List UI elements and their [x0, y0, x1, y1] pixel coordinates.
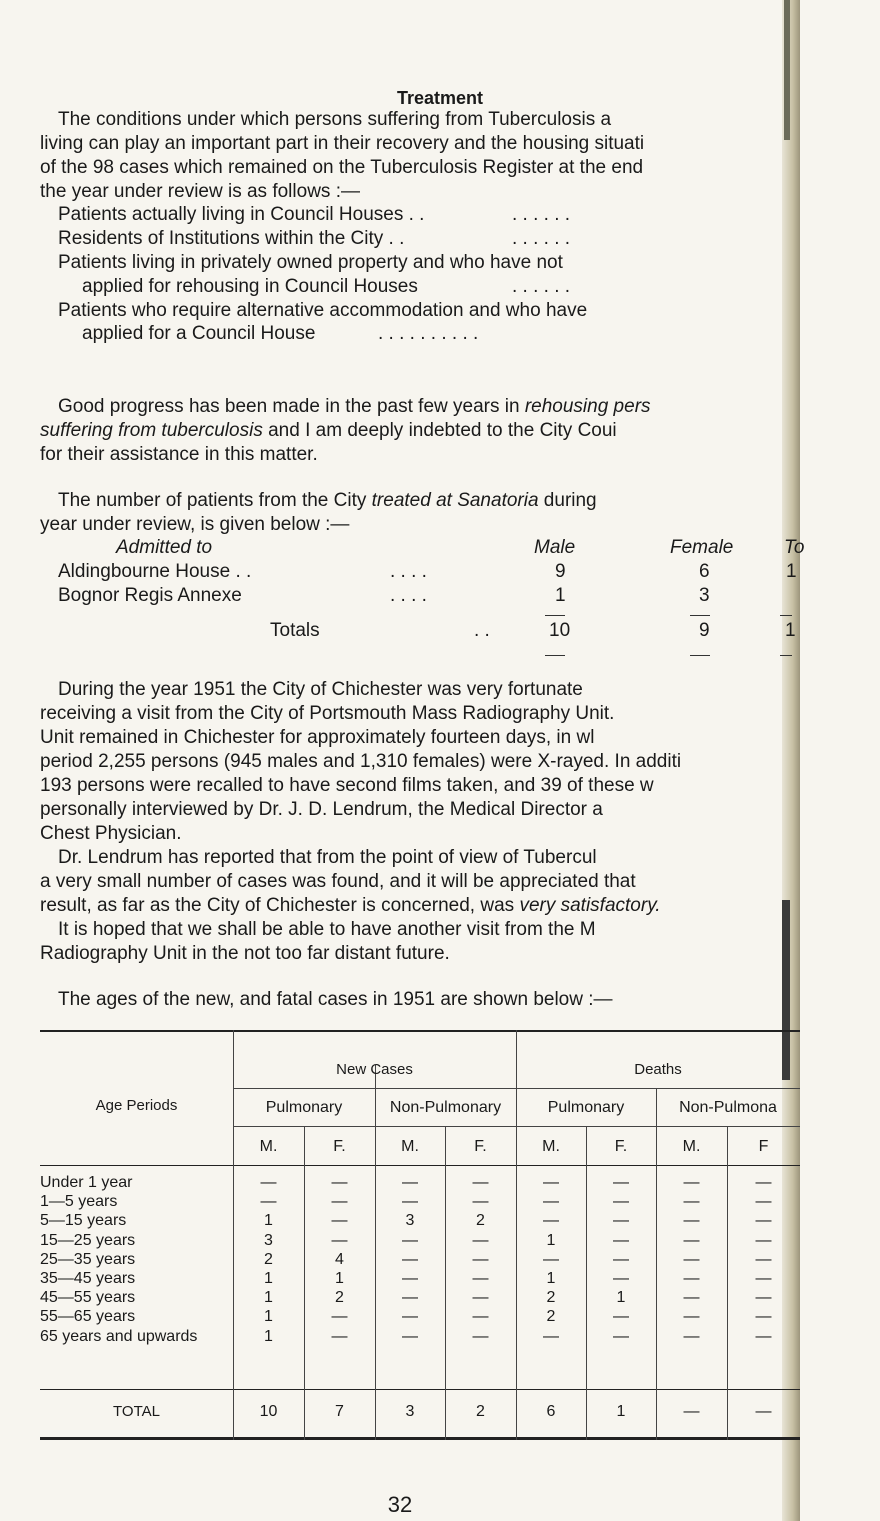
sex-header: F. — [333, 1138, 346, 1155]
table-cell: — — [402, 1327, 418, 1345]
leader-dots: . . . . . . — [512, 204, 571, 225]
emphasis: rehousing pers — [524, 396, 651, 417]
sex-header: F. — [474, 1138, 487, 1155]
rule — [690, 655, 710, 656]
col-header-female: Female — [670, 537, 734, 558]
table-cell: 1 — [264, 1327, 273, 1345]
paragraph-line: The conditions under which persons suffering from Tuberculosis a — [58, 109, 612, 130]
table-cell: — — [755, 1212, 772, 1230]
table-cell: 1 — [264, 1270, 273, 1287]
leader-dots: . . . . . . . . . . — [378, 323, 479, 344]
totals-label: Totals — [270, 620, 320, 641]
paragraph-line: suffering from tuberculosis and I am deeply indebted to the City Coui — [40, 420, 617, 441]
age-period: 45—55 years — [40, 1289, 136, 1307]
table-cell: — — [613, 1212, 629, 1230]
subheader: Non-Pulmonary — [389, 1099, 502, 1116]
age-period: 5—15 years — [40, 1212, 127, 1230]
table-cell: — — [331, 1231, 348, 1249]
paragraph-line: personally interviewed by Dr. J. D. Lendrum, the Medical Director a — [40, 799, 603, 820]
table-cell: — — [472, 1193, 489, 1211]
cell-female: 3 — [699, 585, 710, 606]
rule — [780, 615, 792, 616]
paragraph-line: year under review, is given below :— — [40, 514, 350, 535]
table-cell: — — [613, 1308, 629, 1326]
cell-total: 1 — [786, 561, 797, 582]
sex-header: F — [758, 1138, 769, 1155]
total-cell: — — [755, 1403, 772, 1420]
cell-male: 9 — [555, 561, 566, 582]
paragraph-line: Chest Physician. — [40, 823, 182, 844]
paragraph-line: the year under review is as follows :— — [40, 181, 360, 202]
page-number: 32 — [387, 1492, 413, 1517]
col-header-male: Male — [534, 537, 576, 558]
age-period: 65 years and upwards — [40, 1327, 198, 1345]
group-header-new-cases: New Cases — [336, 1061, 413, 1078]
paragraph-line: result, as far as the City of Chichester is concerned, was very satisfactory. — [40, 895, 661, 916]
table-cell: — — [613, 1327, 629, 1345]
rule — [545, 655, 565, 656]
sex-header: M. — [401, 1138, 419, 1155]
table-cell: — — [755, 1174, 772, 1191]
paragraph-line: Unit remained in Chichester for approximately fourteen days, in wl — [40, 727, 595, 748]
housing-item: applied for a Council House — [82, 323, 316, 344]
paragraph-line: living can play an important part in their recovery and the housing situati — [40, 133, 645, 154]
total-cell: 10 — [259, 1403, 278, 1420]
table-cell: — — [613, 1231, 629, 1249]
table-bottom-rule — [40, 1437, 800, 1440]
table-header-rule — [40, 1165, 800, 1166]
table-cell: 1 — [546, 1231, 556, 1249]
table-cell: — — [683, 1193, 700, 1211]
table-cell: 1 — [264, 1289, 273, 1307]
table-cell: — — [755, 1327, 772, 1345]
table-cell: — — [613, 1193, 629, 1211]
emphasis: suffering from tuberculosis — [40, 420, 263, 441]
table-cell: — — [472, 1250, 489, 1268]
table-cell: — — [402, 1250, 418, 1268]
table-cell: — — [402, 1193, 418, 1211]
paragraph-line: 193 persons were recalled to have second films taken, and 39 of these w — [40, 775, 654, 796]
table-cell: — — [755, 1289, 772, 1307]
sex-header: F. — [614, 1138, 628, 1155]
table-cell: — — [472, 1231, 489, 1249]
table-cell: 2 — [476, 1212, 485, 1230]
cell-total: 1 — [785, 620, 796, 641]
table-cell: — — [472, 1308, 489, 1326]
age-period: Under 1 year — [40, 1174, 133, 1191]
table-cell: — — [402, 1174, 418, 1191]
table-cell: — — [683, 1327, 700, 1345]
sex-header: M. — [542, 1138, 560, 1155]
row-label: Aldingbourne House . . — [58, 561, 252, 582]
housing-item: Patients actually living in Council Houses . . — [58, 204, 425, 225]
table-cell: 1 — [616, 1289, 626, 1307]
table-cell: 4 — [335, 1250, 344, 1268]
rule — [690, 615, 710, 616]
subheader: Pulmonary — [265, 1099, 343, 1116]
table-cell: — — [472, 1327, 489, 1345]
table-cell: — — [683, 1308, 700, 1326]
age-period: 55—65 years — [40, 1308, 136, 1326]
total-cell: 3 — [405, 1403, 415, 1420]
table-cell: — — [683, 1231, 700, 1249]
table-cell: — — [260, 1174, 277, 1191]
total-cell: — — [683, 1403, 700, 1420]
table-cell: — — [402, 1231, 418, 1249]
table-cell: — — [683, 1250, 700, 1268]
housing-item: Patients who require alternative accommodation and who have — [58, 300, 588, 321]
table-cell: 3 — [264, 1231, 273, 1249]
age-period: 15—25 years — [40, 1231, 136, 1249]
table-cell: — — [543, 1193, 559, 1211]
leader-dots: . . . . . . — [512, 228, 571, 249]
table-cell: — — [683, 1174, 700, 1191]
table-cell: — — [402, 1308, 418, 1326]
subheader: Pulmonary — [547, 1099, 625, 1116]
emphasis: very satisfactory. — [519, 895, 661, 916]
paragraph-line: During the year 1951 the City of Chichester was very fortunate — [58, 679, 583, 700]
table-cell: — — [683, 1270, 700, 1287]
table-cell: — — [755, 1270, 772, 1287]
group-header-deaths: Deaths — [634, 1061, 682, 1078]
table-cell: — — [755, 1193, 772, 1211]
table-cell: — — [260, 1193, 277, 1211]
leader-dots: . . — [474, 620, 490, 641]
paragraph-line: The number of patients from the City treated at Sanatoria during — [58, 490, 597, 511]
age-period: 1—5 years — [40, 1193, 118, 1211]
sex-header: M. — [682, 1138, 701, 1155]
table-cell: — — [613, 1250, 629, 1268]
paragraph-line: for their assistance in this matter. — [40, 444, 318, 465]
subheader: Non-Pulmona — [679, 1099, 777, 1116]
table-cell: — — [331, 1212, 348, 1230]
table-cell: 1 — [264, 1212, 273, 1230]
table-cell: — — [613, 1270, 629, 1287]
leader-dots: . . . . — [390, 585, 427, 606]
row-label: Bognor Regis Annexe — [58, 585, 242, 606]
housing-item: Residents of Institutions within the City . . — [58, 228, 405, 249]
table-cell: — — [613, 1174, 629, 1191]
housing-item: Patients living in privately owned property and who have not — [58, 252, 563, 273]
table-cell: 1 — [546, 1270, 556, 1287]
paragraph-line: of the 98 cases which remained on the Tuberculosis Register at the end — [40, 157, 644, 178]
emphasis: treated at Sanatoria — [371, 490, 539, 511]
table-cell: 1 — [264, 1308, 273, 1326]
table-cell: 2 — [335, 1289, 344, 1307]
table-top-rule — [40, 1030, 800, 1032]
table-cell: — — [331, 1193, 348, 1211]
leader-dots: . . . . — [390, 561, 427, 582]
table-cell: — — [402, 1270, 418, 1287]
total-label: TOTAL — [113, 1403, 160, 1420]
paragraph-line: period 2,255 persons (945 males and 1,310 females) were X-rayed. In additi — [40, 751, 682, 772]
rule — [545, 615, 565, 616]
table-cell: — — [755, 1250, 772, 1268]
table-cell: — — [472, 1174, 489, 1191]
total-cell: 6 — [546, 1403, 556, 1420]
table-cell: — — [683, 1289, 700, 1307]
table-cell: — — [683, 1212, 700, 1230]
table-cell: — — [543, 1174, 559, 1191]
table-cell: — — [331, 1174, 348, 1191]
total-cell: 7 — [335, 1403, 344, 1420]
table-cell: — — [755, 1308, 772, 1326]
paragraph-line: The ages of the new, and fatal cases in 1951 are shown below :— — [58, 989, 613, 1010]
col-header-total: To — [784, 537, 805, 558]
cell-male: 1 — [555, 585, 566, 606]
cell-female: 6 — [699, 561, 710, 582]
cell-male: 10 — [549, 620, 571, 641]
table-cell: 2 — [546, 1289, 556, 1307]
col-header-age: Age Periods — [95, 1097, 178, 1114]
section-heading: Treatment — [396, 88, 484, 108]
table-cell: 2 — [264, 1250, 273, 1268]
total-cell: 1 — [616, 1403, 626, 1420]
housing-item: applied for rehousing in Council Houses — [82, 276, 418, 297]
table-cell: — — [472, 1270, 489, 1287]
table-cell: 2 — [546, 1308, 556, 1326]
table-cell: 3 — [405, 1212, 415, 1230]
paragraph-line: Radiography Unit in the not too far distant future. — [40, 943, 450, 964]
paragraph-line: It is hoped that we shall be able to have another visit from the M — [58, 919, 596, 940]
rule — [780, 655, 792, 656]
table-cell: — — [331, 1308, 348, 1326]
table-cell: — — [402, 1289, 418, 1307]
table-cell: — — [755, 1231, 772, 1249]
total-cell: 2 — [476, 1403, 485, 1420]
leader-dots: . . . . . . — [512, 276, 571, 297]
paragraph-line: Good progress has been made in the past few years in rehousing pers — [58, 396, 651, 417]
col-header-admitted: Admitted to — [116, 537, 213, 558]
table-total-rule — [40, 1389, 800, 1390]
table-cell: — — [543, 1327, 559, 1345]
age-period: 35—45 years — [40, 1270, 136, 1287]
table-cell: — — [472, 1289, 489, 1307]
paragraph-line: Dr. Lendrum has reported that from the point of view of Tubercul — [58, 847, 597, 868]
cell-female: 9 — [699, 620, 710, 641]
table-cell: — — [543, 1212, 559, 1230]
sex-header: M. — [259, 1138, 278, 1155]
table-cell: — — [331, 1327, 348, 1345]
table-cell: — — [543, 1250, 559, 1268]
paragraph-line: a very small number of cases was found, and it will be appreciated that — [40, 871, 636, 892]
age-period: 25—35 years — [40, 1250, 136, 1268]
table-cell: 1 — [335, 1270, 344, 1287]
paragraph-line: receiving a visit from the City of Portsmouth Mass Radiography Unit. — [40, 703, 615, 724]
